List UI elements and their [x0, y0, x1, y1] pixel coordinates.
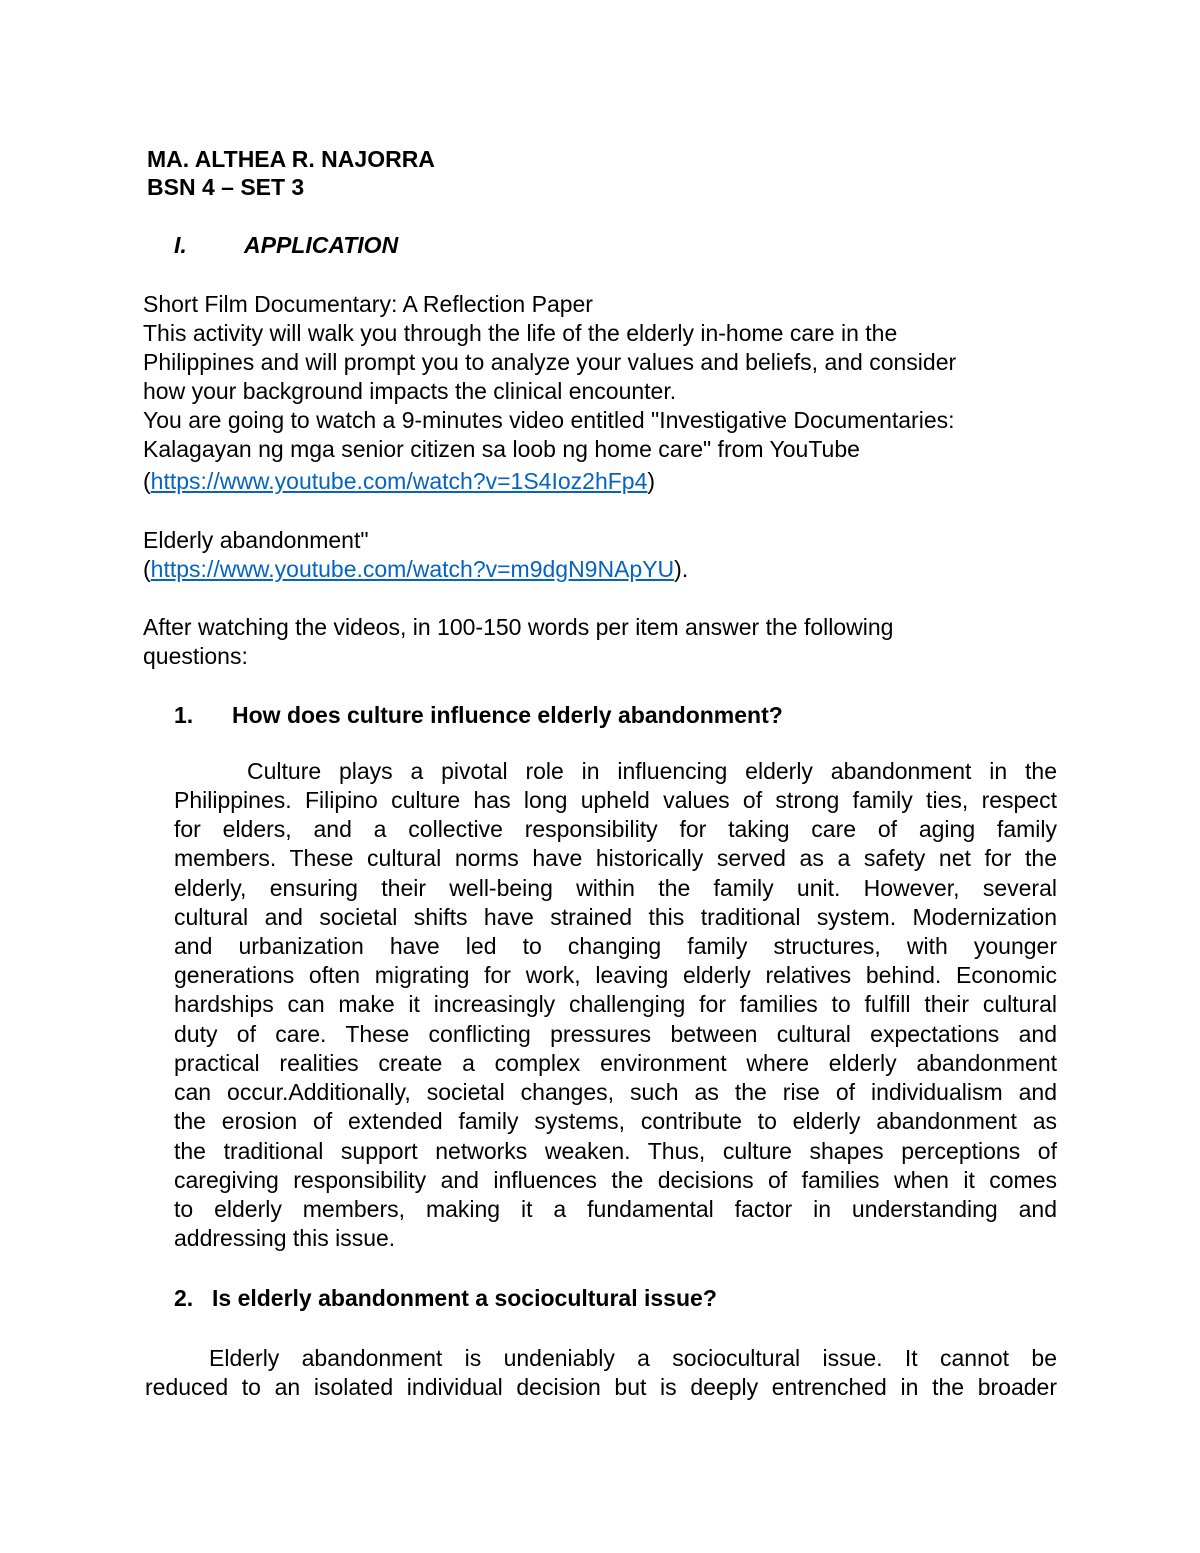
intro-line: This activity will walk you through the life of the elderly in-home care in the [143, 320, 898, 346]
answer-line: reduced to an isolated individual decision but is deeply entrenched in the broader [145, 1374, 1057, 1400]
answer-line: and urbanization have led to changing family structures, with younger [174, 933, 1057, 959]
answer-line: Culture plays a pivotal role in influencing elderly abandonment in the [247, 758, 1057, 784]
video2-title: Elderly abandonment" [143, 527, 369, 553]
answer-line: Philippines. Filipino culture has long upheld values of strong family ties, respect [174, 787, 1057, 813]
intro-line: You are going to watch a 9-minutes video entitled "Investigative Documentaries: [143, 407, 955, 433]
answer-line: cultural and societal shifts have strained this traditional system. Modernization [174, 904, 1057, 930]
question-1-text: How does culture influence elderly abandonment? [232, 702, 783, 728]
answer-line: hardships can make it increasingly challenging for families to fulfill their cultural [174, 991, 1057, 1017]
question-2-text: Is elderly abandonment a sociocultural issue? [212, 1285, 717, 1311]
youtube-link-1[interactable]: https://www.youtube.com/watch?v=1S4Ioz2hFp4 [150, 468, 648, 494]
paren-open: ( [143, 468, 151, 494]
part-number: I. [174, 232, 187, 258]
part-title: APPLICATION [244, 232, 399, 258]
youtube-link-2[interactable]: https://www.youtube.com/watch?v=m9dgN9NApYU [150, 556, 675, 582]
video-link-line-2 [143, 554, 688, 584]
instructions-line: questions: [143, 643, 248, 669]
intro-line: Kalagayan ng mga senior citizen sa loob ng home care" from YouTube [143, 436, 860, 462]
answer-line: members. These cultural norms have historically served as a safety net for the [174, 845, 1057, 871]
activity-title: Short Film Documentary: A Reflection Paper [143, 291, 593, 317]
intro-line: how your background impacts the clinical encounter. [143, 378, 677, 404]
question-1-number: 1. [174, 702, 194, 728]
answer-line: caregiving responsibility and influences the decisions of families when it comes [174, 1167, 1057, 1193]
answer-line: Elderly abandonment is undeniably a sociocultural issue. It cannot be [209, 1345, 1057, 1371]
answer-line: duty of care. These conflicting pressures between cultural expectations and [174, 1021, 1057, 1047]
answer-line: can occur.Additionally, societal changes, such as the rise of individualism and [174, 1079, 1057, 1105]
instructions-line: After watching the videos, in 100-150 words per item answer the following [143, 614, 894, 640]
answer-line: the traditional support networks weaken. Thus, culture shapes perceptions of [174, 1138, 1057, 1164]
answer-line: elderly, ensuring their well-being within the family unit. However, several [174, 875, 1057, 901]
paren-open: ( [143, 556, 151, 582]
paren-close: ) [647, 468, 656, 494]
question-2-number: 2. [174, 1285, 194, 1311]
class-section: BSN 4 – SET 3 [147, 174, 305, 200]
answer-line: to elderly members, making it a fundamental factor in understanding and [174, 1196, 1057, 1222]
paren-close: ). [674, 556, 689, 582]
answer-line: the erosion of extended family systems, contribute to elderly abandonment as [174, 1108, 1057, 1134]
answer-line: for elders, and a collective responsibility for taking care of aging family [174, 816, 1057, 842]
intro-line: Philippines and will prompt you to analyze your values and beliefs, and consider [143, 349, 957, 375]
answer-line: addressing this issue. [174, 1225, 396, 1251]
answer-line: practical realities create a complex environment where elderly abandonment [174, 1050, 1057, 1076]
video-link-line-1 [143, 466, 655, 496]
answer-line: generations often migrating for work, leaving elderly relatives behind. Economic [174, 962, 1057, 988]
author-name: MA. ALTHEA R. NAJORRA [147, 146, 435, 172]
